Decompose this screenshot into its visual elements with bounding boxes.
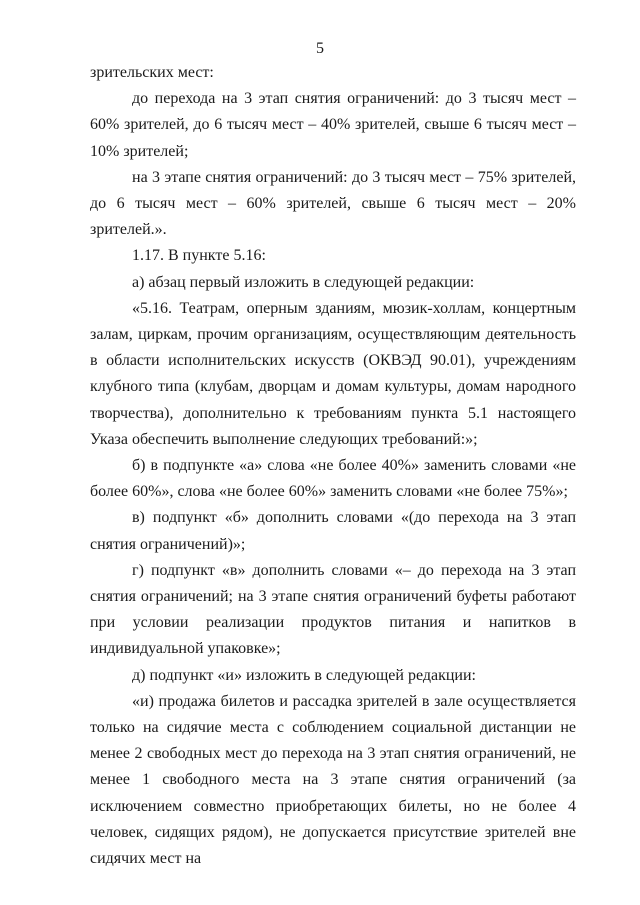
paragraph-quote-5-16: «5.16. Театрам, оперным зданиям, мюзик-холлам, концертным залам, циркам, прочим организациям, осуществляющим деятельность в области исполнительских искусств (ОКВЭД 90.01), учреждениям клубного типа (клубам, дворцам и домам культуры, домам народного творчества), дополнительно к требованиям пункта 5.1 настоящего Указа обеспечить выполнение следующих требований:»; — [90, 299, 576, 448]
document-body — [90, 60, 576, 872]
paragraph-continuation: зрительских мест: — [90, 64, 214, 81]
paragraph-stage-3: на 3 этапе снятия ограничений: до 3 тысяч мест – 75% зрителей, до 6 тысяч мест – 60% зрителей, свыше 6 тысяч мест – 20% зрителей.». — [90, 168, 576, 239]
paragraph-subitem-g: г) подпункт «в» дополнить словами «– до перехода на 3 этап снятия ограничений; на 3 этапе снятия ограничений буфеты работают при условии реализации продуктов питания и напитков в индивидуальной упаковке»; — [90, 561, 576, 658]
paragraph-quote-i: «и) продажа билетов и рассадка зрителей в зале осуществляется только на сидячие места с соблюдением социальной дистанции не менее 2 свободных мест до перехода на 3 этап снятия ограничений, не менее 1 свободного места на 3 этапе снятия ограничений (за исключением совместно приобретающих билеты, но не более 4 человек, сидящих рядом), не допускается присутствие зрителей вне сидячих мест на — [90, 692, 576, 868]
paragraph-before-stage-3: до перехода на 3 этап снятия ограничений: до 3 тысяч мест – 60% зрителей, до 6 тысяч мест – 40% зрителей, свыше 6 тысяч мест – 10% зрителей; — [90, 90, 576, 160]
page-number: 5 — [316, 40, 324, 57]
paragraph-item-1-17: 1.17. В пункте 5.16: — [132, 247, 266, 265]
paragraph-subitem-a: а) абзац первый изложить в следующей редакции: — [132, 273, 475, 291]
paragraph-subitem-v: в) подпункт «б» дополнить словами «(до перехода на 3 этап снятия ограничений)»; — [90, 509, 576, 553]
paragraph-subitem-b: б) в подпункте «а» слова «не более 40%» заменить словами «не более 60%», слова «не более 60%» заменить словами «не более 75%»; — [90, 457, 576, 501]
paragraph-subitem-d: д) подпункт «и» изложить в следующей редакции: — [132, 666, 476, 684]
